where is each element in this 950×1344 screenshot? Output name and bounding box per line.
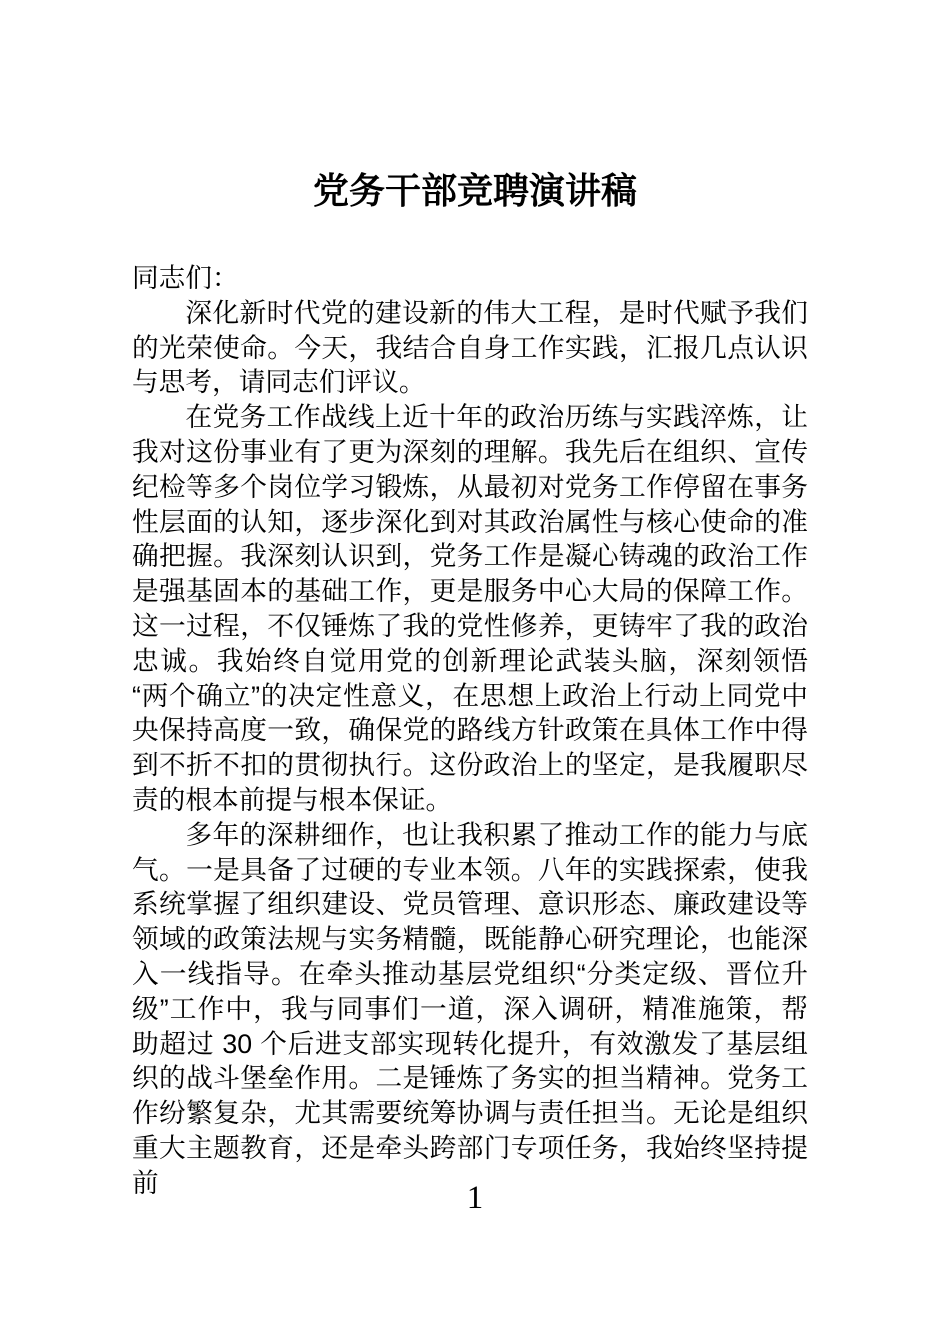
page-number: 1 [466, 1180, 484, 1216]
paragraph-political-understanding: 在党务工作战线上近十年的政治历练与实践淬炼，让我对这份事业有了更为深刻的理解。我先后在组织、宣传纪检等多个岗位学习锻炼，从最初对党务工作停留在事务性层面的认知，逐步深化到对其政治属性与核心使命的准确把握。我深刻认识到，党务工作是凝心铸魂的政治工作是强基固本的基础工作，更是服务中心大局的保障工作。这一过程，不仅锤炼了我的党性修养，更铸牢了我的政治忠诚。我始终自觉用党的创新理论武装头脑，深刻领悟“两个确立”的决定性意义，在思想上政治上行动上同党中央保持高度一致，确保党的路线方针政策在具体工作中得到不折不扣的贯彻执行。这份政治上的坚定，是我履职尽责的根本前提与根本保证。 [132, 402, 808, 815]
document-body [132, 261, 808, 1201]
paragraph-intro: 深化新时代党的建设新的伟大工程，是时代赋予我们的光荣使命。今天，我结合自身工作实践，汇报几点认识与思考，请同志们评议。 [132, 297, 808, 398]
document-title: 党务干部竞聘演讲稿 [312, 170, 637, 211]
salutation: 同志们： [132, 263, 239, 293]
paragraph-capabilities: 多年的深耕细作，也让我积累了推动工作的能力与底气。一是具备了过硬的专业本领。八年的实践探索，使我系统掌握了组织建设、党员管理、意识形态、廉政建设等领域的政策法规与实务精髓，既能静心研究理论，也能深入一线指导。在牵头推动基层党组织“分类定级、晋位升级”工作中，我与同事们一道，深入调研，精准施策，帮助超过 30 个后进支部实现转化提升，有效激发了基层组织的战斗堡垒作用。二是锤炼了务实的担当精神。党务工作纷繁复杂，尤其需要统筹协调与责任担当。无论是组织重大主题教育，还是牵头跨部门专项任务，我始终坚持提前 [132, 819, 808, 1198]
